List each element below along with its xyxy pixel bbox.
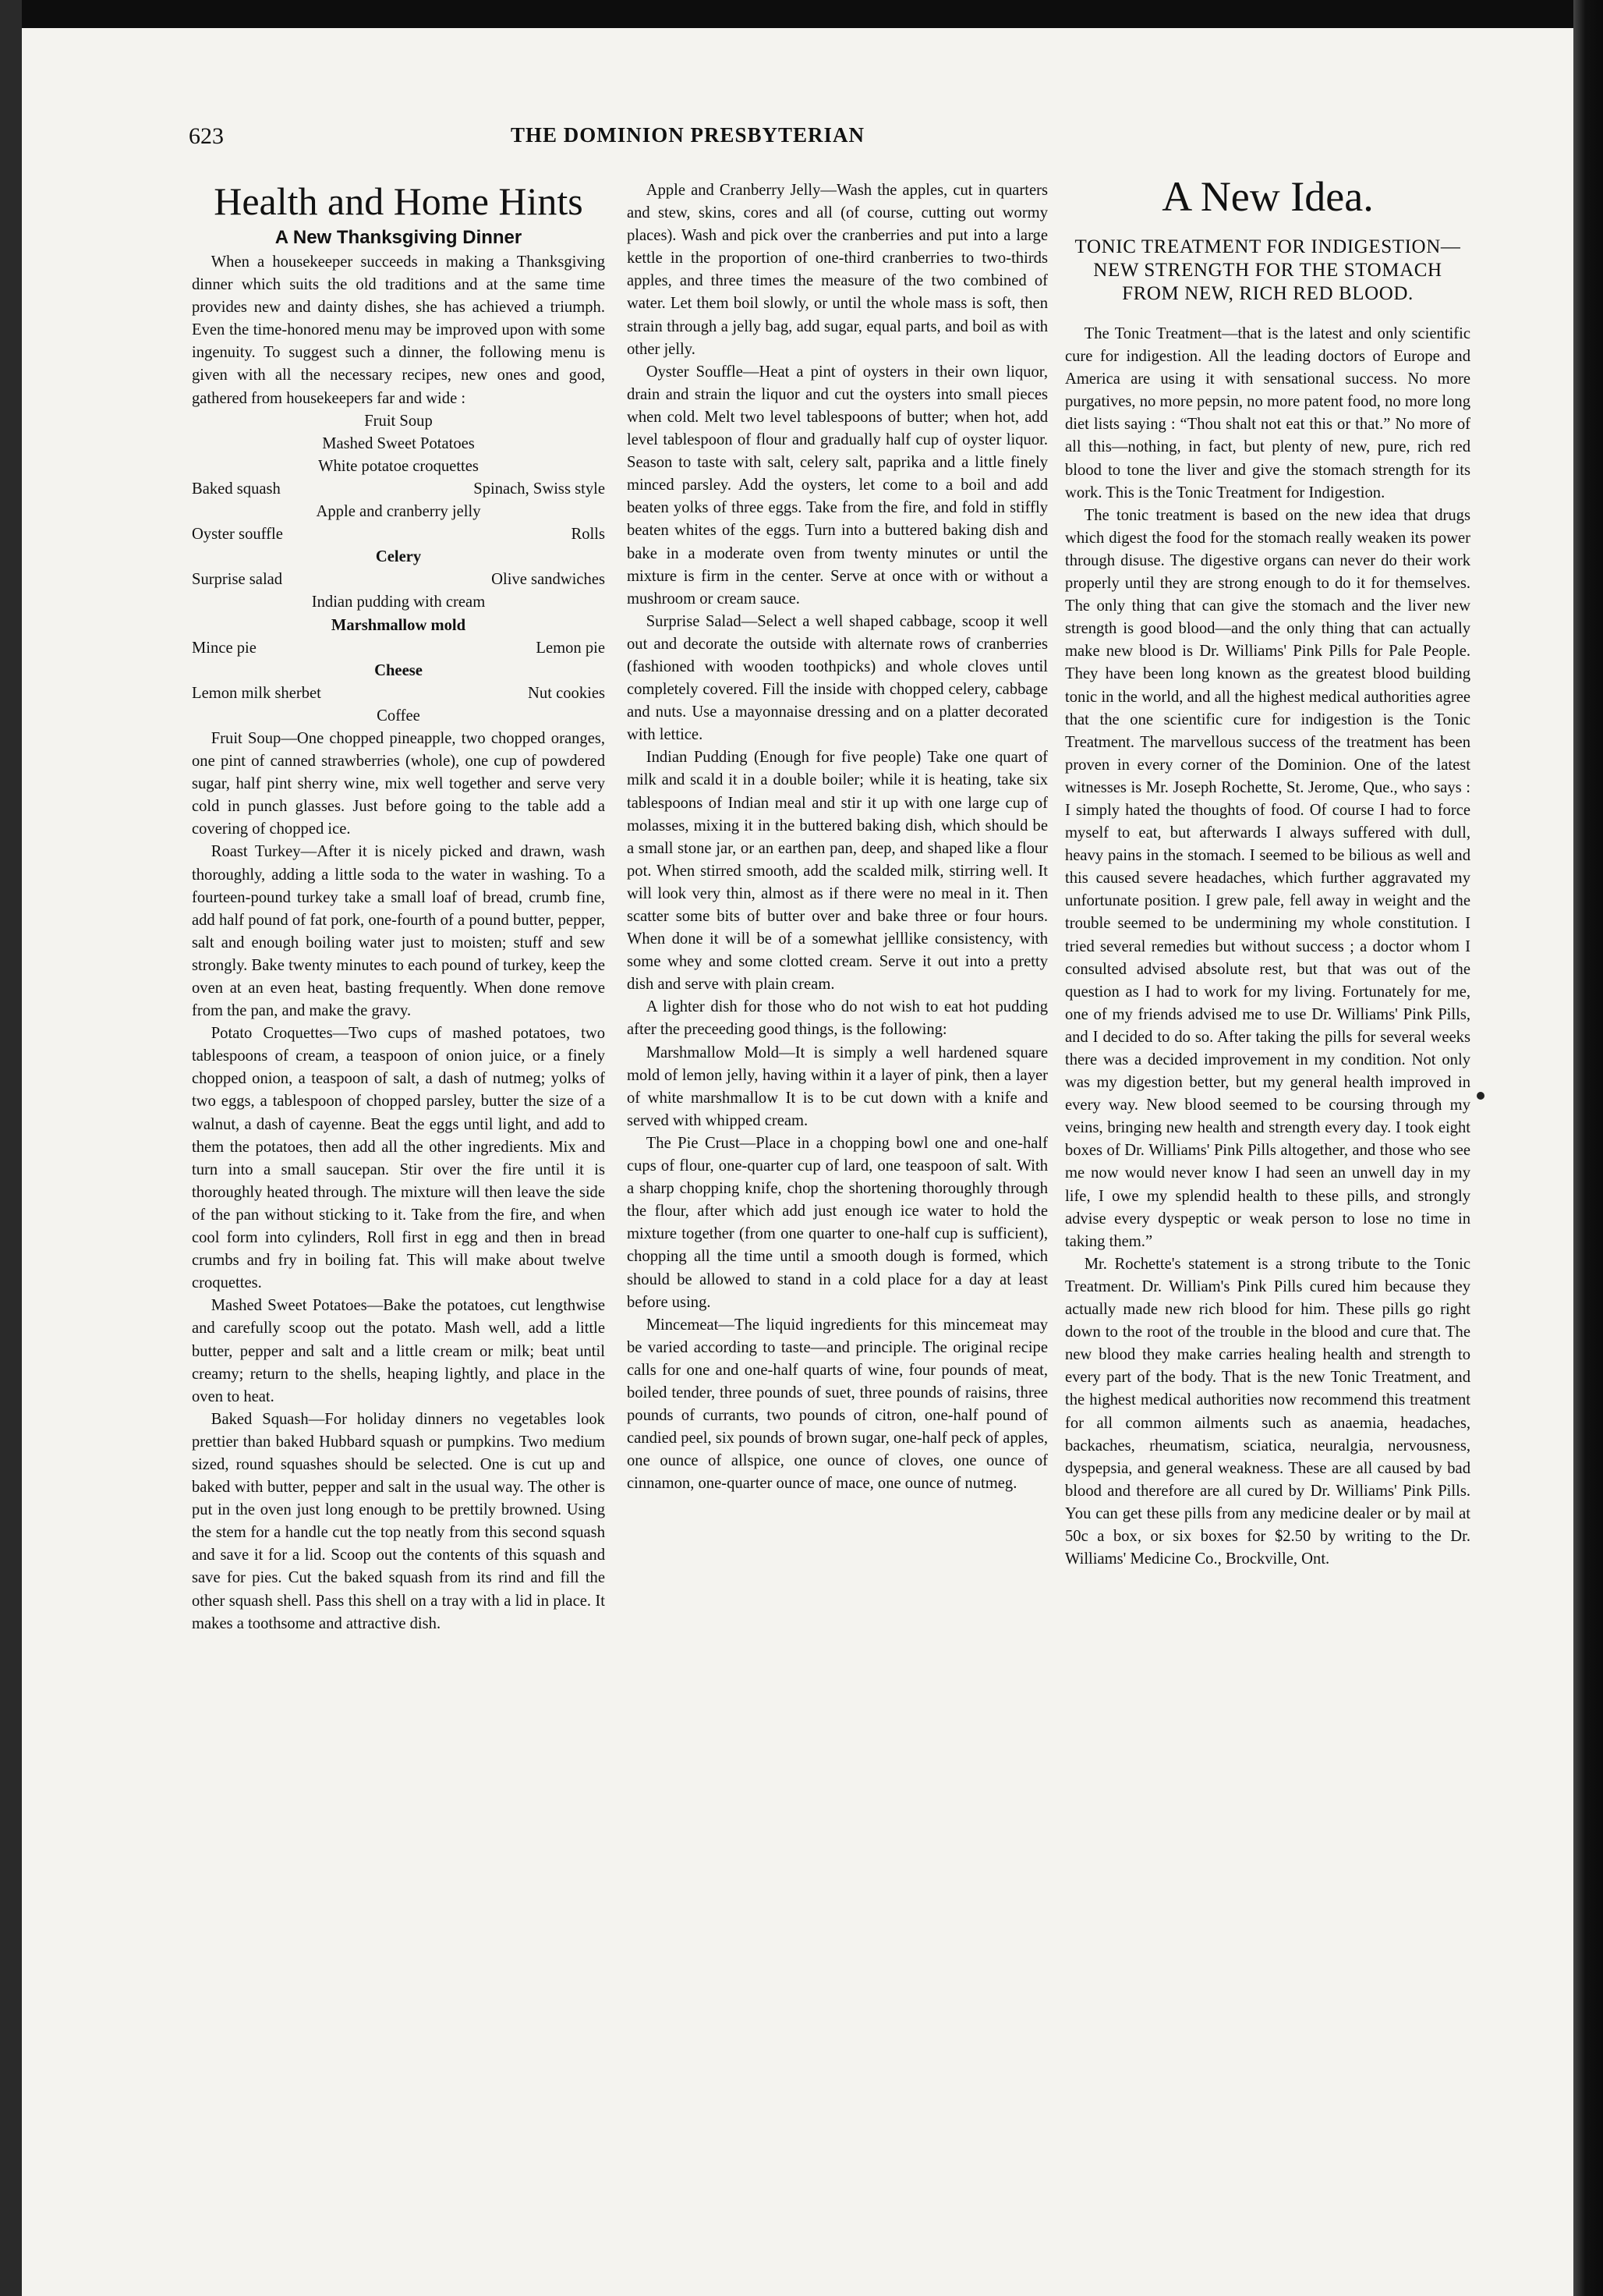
recipe-name: Fruit Soup	[211, 729, 281, 747]
recipe-text: —Select a well shaped cabbage, scoop it well out and decorate the outside with alternate rows of cranberries (fashioned with wooden toothpicks) and whole cloves until completely covered. Fill the inside with chopped celery, cabbage and nuts. Use a mayonnaise dressing and on a platter decorated with lettice.	[627, 612, 1049, 744]
menu-item-right: Olive sandwiches	[491, 571, 605, 589]
ad-paragraph: The tonic treatment is based on the new idea that drugs which digest the food for the stomach really weaken its power through disuse. The digestive organs can never do their work properly until they are strong enough to do it for themselves. The only thing that can give the stomach and the liver new strength is good blood—and the only thing that can actually make new blood is Dr. Williams' Pink Pills for Pale People. They have been long known as the greatest blood building tonic in the world, and all the highest medical authorities agree that the one scientific cure for indigestion is the Tonic Treatment. The marvellous success of the treatment has been proven in every corner of the Dominion. One of the latest witnesses is Mr. Joseph Rochette, St. Jerome, Que., who says : I simply hated the thoughts of food. Of course I had to force myself to eat, but afterwards I always suffered with dull, heavy pains in the stomach. I seemed to be bilious as well and this caused severe headaches, which further aggravated my unfortunate position. I grew pale, fell away in weight and the trouble seemed to be undermining my whole constitution. I tried several remedies but without success ; a doctor whom I consulted advised absolute rest, but that was out of the question as I had to work for my living. Fortunately for me, one of my friends advised me to use Dr. Williams' Pink Pills, and I decided to do so. After taking the pills for several weeks there was a decided improvement in my condition. Not only was my digestion better, but my general health improved in every way. New blood seemed to be coursing through my veins, bringing new health and strength every day. I took eight boxes of Dr. Williams' Pink Pills altogether, and those who see me now would never know I had seen an unwell day in my life, I owe my splendid health to these pills, and strongly advise every dyspeptic or weak person to lose no time in taking them.”	[1065, 506, 1470, 1250]
recipe-text: —Heat a pint of oysters in their own liquor, drain and strain the liquor and cut the oysters into small pieces when cold. Melt two level tablespoons of butter; when hot, add level tablespoon of flour and gradually half cup of oyster liquor. Season to taste with salt, celery salt, paprika and a little finely minced parsley. Add the oysters, let come to a boil and add beaten yolks of three eggs. Take from the fire, and fold in stiffly beaten whites of the eggs. Turn into a buttered baking dish and bake in a moderate oven from twenty minutes or until the mixture is firm in the center. Serve at once with or without a mushroom or cream sauce.	[627, 363, 1048, 608]
ad-title: A New Idea.	[1162, 173, 1374, 220]
menu-item	[192, 591, 605, 614]
ad-paragraph: The Tonic Treatment—that is the latest and only scientific cure for indigestion. All the leading doctors of Europe and America are using it with sensational success. No more purgatives, no more pepsin, no more patent food, no more long diet lists saying : “Thou shalt not eat this or that.” No more of all this—nothing, in fact, but plenty of new, pure, rich red blood to tone the liver and give the stomach strength for its work. This is the Tonic Treatment for Indigestion.	[1065, 325, 1470, 501]
recipe-name: Baked Squash	[211, 1410, 309, 1428]
recipe-text: —After it is nicely picked and drawn, wash thoroughly, adding a little soda to the water in washing. To a fourteen-pound turkey take a small loaf of bread, crumb fine, add half pound of fat pork, one-fourth of a pound butter, pepper, salt and enough boiling water just to moisten; stuff and sew strongly. Bake twenty minutes to each pound of turkey, keep the oven at an even heat, basting frequently. When done remove from the pan, and make the gravy.	[192, 843, 605, 1020]
section-subtitle: A New Thanksgiving Dinner	[274, 227, 522, 248]
recipe-text: —Two cups of mashed potatoes, two tablespoons of cream, a teaspoon of onion juice, or a finely chopped onion, a teaspoon of salt, a dash of nutmeg; yolks of two eggs, a tablespoon of chopped parsley, butter the size of a walnut, a dash of cayenne. Beat the eggs until light, and add to them the potatoes, then add all the other ingredients. Mix and turn into a small saucepan. Stir over the fire until it is thoroughly heated through. The mixture will then leave the side of the pan without sticking to it. Take from the fire, and when cool form into cylinders, Roll first in egg and then in bread crumbs and fry in boiling fat. This will make about twelve croquettes.	[192, 1025, 605, 1292]
menu-item	[192, 523, 605, 546]
menu-item-left: Baked squash	[192, 480, 281, 498]
menu-item	[192, 637, 605, 660]
recipe-text: A lighter dish for those who do not wish to eat hot pudding after the preceeding good things, is the following:	[627, 998, 1048, 1039]
menu-item-left: Marshmallow mold	[331, 616, 466, 634]
menu-item-right: Spinach, Swiss style	[473, 480, 605, 498]
menu-item-left: Coffee	[377, 707, 420, 725]
recipe-text: —The liquid ingredients for this mincemeat may be varied according to taste—and principle. The original recipe calls for one and one-half quarts of wine, four pounds of meat, boiled tender, three pounds of suet, three pounds of raisins, three pounds of currants, two pounds of citron, one-half pound of candied peel, six pounds of brown sugar, one-half peck of apples, one ounce of allspice, one ounce of cloves, one ounce of cinnamon, one-quarter ounce of mace, one ounce of nutmeg.	[627, 1316, 1048, 1493]
menu-item-left: Surprise salad	[192, 571, 283, 589]
recipe-text: —One chopped pineapple, two chopped oranges, one pint of canned strawberries (whole), one cup of powdered sugar, half pint sherry wine, mix well together and serve very cold in punch glasses. Just before going to the table add a covering of chopped ice.	[192, 729, 605, 838]
recipe-paragraph	[192, 1408, 605, 1635]
recipe-text: —For holiday dinners no vegetables look prettier than baked Hubbard squash or pumpkins. Two medium sized, round squashes should be selected. One is cut up and baked with butter, pepper and salt in the usual way. The other is put in the oven just long enough to be prettily browned. Using the stem for a handle cut the top neatly from this second squash and save it for a lid. Scoop out the contents of this squash and save for pies. Cut the baked squash from its rind and fill the other squash shell. Pass this shell on a tray with a lid in place. It makes a toothsome and attractive dish.	[192, 1410, 605, 1632]
menu-item-left: Cheese	[374, 661, 423, 679]
menu-item-left: Apple and cranberry jelly	[316, 503, 481, 521]
ad-subtitle: TONIC TREATMENT FOR INDIGESTION—NEW STRENGTH FOR THE STOMACH FROM NEW, RICH RED BLOOD.	[1074, 236, 1461, 304]
page-header	[189, 123, 1070, 151]
recipe-text: Take one quart of milk and scald it in a double boiler; while it is heating, take six tablespoons of Indian meal and stir it up with one large cup of molasses, mixing it in the buttered baking dish, which should be a small stone jar, or an earthen pan, deep, and shaped like a flour pot. When stirred smooth, add the scalded milk, stirring well. It will look very thin, almost as if there were no meal in it. Then scatter some bits of butter over and bake three or four hours. When done it will be of a somewhat jelllike consistency, with some whey and some clotted cream. Serve it out into a pretty dish and serve with plain cream.	[627, 749, 1048, 994]
menu-item-left: Lemon milk sherbet	[192, 684, 321, 702]
scan-right-edge	[1573, 0, 1603, 2296]
menu-item-left: Mince pie	[192, 639, 257, 657]
scan-top-border	[0, 0, 1603, 28]
menu-item	[192, 455, 605, 478]
recipe-name: Mashed Sweet Potatoes	[211, 1297, 367, 1315]
recipe-name: Oyster Souffle	[646, 363, 743, 381]
menu-item	[192, 660, 605, 682]
recipe-paragraph	[627, 1042, 1048, 1132]
menu-item	[192, 433, 605, 455]
recipe-name: Marshmallow Mold	[646, 1043, 780, 1061]
ad-paragraph: Mr. Rochette's statement is a strong tribute to the Tonic Treatment. Dr. William's Pink Pills cured him because they actually made new rich blood for him. These pills go right down to the root of the trouble in the blood and cure that. The new blood they make carries healing health and strength to every part of the body. That is the new Tonic Treatment, and the highest medical authorities now recommend this treatment for all common ailments such as anaemia, headaches, backaches, rheumatism, sciatica, neuralgia, nervousness, dyspepsia, and general weakness. These are all caused by bad blood and therefore are all cured by Dr. Williams' Pink Pills. You can get these pills from any medicine dealer or by mail at 50c a box, or six boxes for $2.50 by writing to the Dr. Williams' Medicine Co., Brockville, Ont.	[1065, 1255, 1470, 1568]
recipe-name: Roast Turkey	[211, 843, 301, 861]
menu-item-left: Oyster souffle	[192, 526, 283, 544]
menu-item	[192, 682, 605, 705]
menu-item-left: White potatoe croquettes	[318, 457, 479, 475]
recipe-paragraph	[192, 1022, 605, 1295]
menu-item	[192, 501, 605, 523]
recipe-name: Mincemeat	[646, 1316, 719, 1334]
running-head: THE DOMINION PRESBYTERIAN	[510, 123, 865, 147]
recipe-text: —Wash the apples, cut in quarters and stew, skins, cores and all (of course, cutting out wormy places). Wash and pick over the cranberries and put into a large kettle in the proportion of one-third cranberries to two-thirds apples, and three times the measure of the two combined of water. Let them boil slowly, or until the whole mass is soft, then strain through a jelly bag, add sugar, equal parts, and boil as with other jelly.	[627, 182, 1048, 358]
page-number: 623	[189, 123, 224, 149]
recipe-paragraph	[627, 611, 1048, 747]
menu-item	[192, 569, 605, 591]
margin-dot	[1477, 1092, 1484, 1100]
menu-item	[192, 478, 605, 501]
recipe-name: Potato Croquettes	[211, 1025, 333, 1043]
menu-item	[192, 546, 605, 569]
recipe-paragraph	[192, 841, 605, 1022]
recipe-name: The Pie Crust	[646, 1134, 740, 1152]
menu-item-right: Lemon pie	[536, 639, 605, 657]
recipe-text: —Bake the potatoes, cut lengthwise and carefully scoop out the potato. Mash well, add a little butter, pepper and salt and a little cream or milk; beat until creamy; return to the shells, heaping lightly, and place in the oven to heat.	[192, 1297, 605, 1405]
recipe-paragraph	[192, 728, 605, 841]
thanksgiving-menu	[192, 410, 605, 728]
ad-body	[1065, 323, 1470, 1571]
recipe-name: Surprise Salad	[646, 612, 741, 630]
intro-paragraph: When a housekeeper succeeds in making a Thanksgiving dinner which suits the old traditions and at the same time provides new and dainty dishes, she has achieved a triumph. Even the time-honored menu may be improved upon with some ingenuity. To suggest such a dinner, the following menu is given with all the necessary recipes, new ones and good, gathered from housekeepers far and wide :	[192, 253, 605, 407]
menu-item-left: Indian pudding with cream	[311, 593, 486, 611]
recipe-paragraph	[627, 1132, 1048, 1314]
menu-item-left: Mashed Sweet Potatoes	[322, 434, 475, 452]
menu-item-left: Celery	[375, 548, 422, 566]
recipe-name: Indian Pudding (Enough for five people)	[646, 749, 922, 767]
column-health-hints	[192, 179, 605, 1635]
menu-item-left: Fruit Soup	[364, 412, 433, 430]
menu-item-right: Rolls	[571, 526, 605, 544]
recipe-paragraph	[627, 179, 1048, 361]
recipe-paragraph	[627, 361, 1048, 611]
menu-item-right: Nut cookies	[528, 684, 605, 702]
recipe-paragraph	[627, 996, 1048, 1041]
recipe-text: —It is simply a well hardened square mold of lemon jelly, having within it a layer of pink, then a layer of white marshmallow It is to be cut down with a knife and served with whipped cream.	[627, 1043, 1048, 1129]
menu-item	[192, 615, 605, 637]
column-advertisement	[1065, 172, 1470, 1571]
section-title: Health and Home Hints	[214, 179, 583, 223]
column-recipes	[627, 179, 1048, 1495]
recipe-name: Apple and Cranberry Jelly	[646, 182, 821, 199]
menu-item	[192, 705, 605, 728]
recipes-column-1	[192, 728, 605, 1635]
scan-left-border	[0, 0, 22, 2296]
recipes-column-2	[627, 179, 1048, 1495]
recipe-paragraph	[627, 746, 1048, 996]
recipe-paragraph	[192, 1295, 605, 1408]
recipe-paragraph	[627, 1314, 1048, 1496]
menu-item	[192, 410, 605, 433]
recipe-text: —Place in a chopping bowl one and one-half cups of flour, one-quarter cup of lard, one teaspoon of salt. With a sharp chopping knife, chop the shortening thoroughly through the flour, after which add just enough ice water to hold the mixture together (from one quarter to one-half cup is sufficient), chopping all the time until a smooth dough is formed, which should be allowed to stand in a cold place for a day at least before using.	[627, 1134, 1049, 1311]
